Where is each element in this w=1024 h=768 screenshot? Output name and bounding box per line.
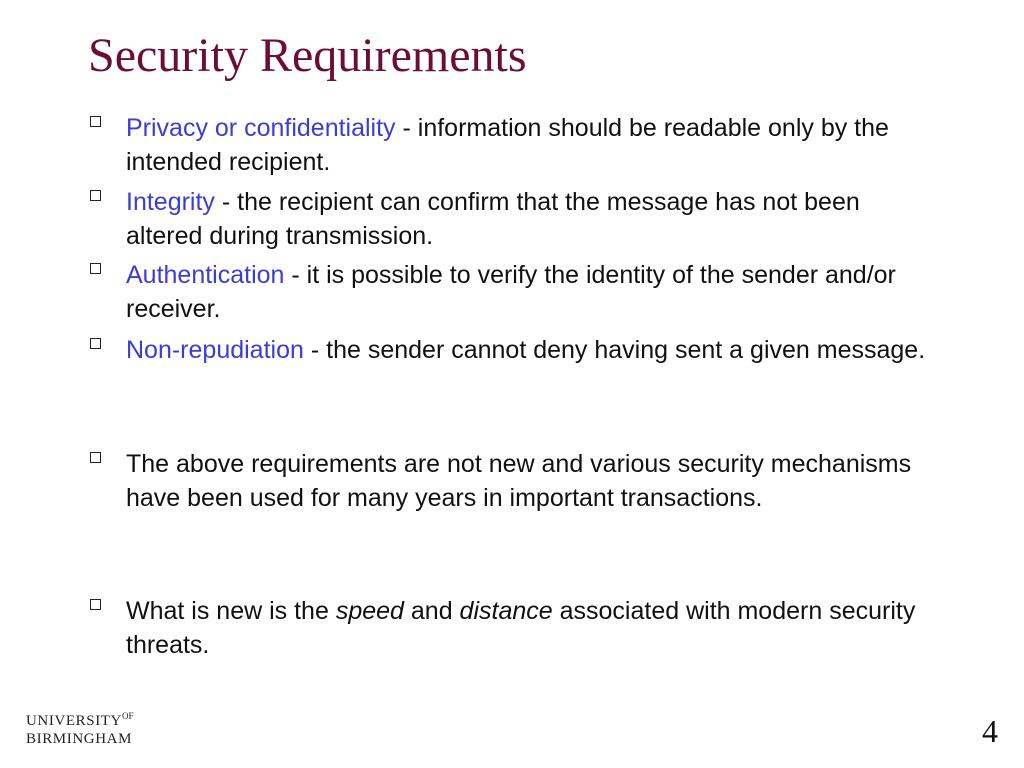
note-text-part1: What is new is the bbox=[126, 597, 336, 625]
bullet-text bbox=[126, 258, 930, 326]
square-bullet-icon bbox=[90, 452, 101, 463]
slide-title: Security Requirements bbox=[88, 29, 527, 82]
bullet-description: - the sender cannot deny having sent a given message. bbox=[303, 336, 926, 364]
bullet-term: Privacy or confidentiality bbox=[126, 114, 396, 142]
bullet-description: - it is possible to verify the identity of the sender and/or receiver. bbox=[126, 261, 896, 323]
bullet-note-requirements bbox=[90, 447, 930, 515]
bullet-term: Authentication bbox=[126, 261, 285, 289]
square-bullet-icon bbox=[90, 190, 101, 201]
square-bullet-icon bbox=[90, 599, 101, 610]
logo-line-1 bbox=[26, 707, 134, 730]
bullet-text bbox=[126, 594, 930, 662]
bullet-text bbox=[126, 111, 930, 179]
note-text-part3: associated with modern security threats. bbox=[126, 597, 916, 659]
bullet-privacy bbox=[90, 111, 930, 179]
bullet-description: - information should be readable only by the intended recipient. bbox=[126, 114, 889, 176]
bullet-description: - the recipient can confirm that the message has not been altered during transmission. bbox=[126, 188, 860, 250]
bullet-note-speed-distance bbox=[90, 594, 930, 662]
emphasis-speed: speed bbox=[335, 597, 404, 625]
square-bullet-icon bbox=[90, 116, 101, 127]
page-number: 4 bbox=[982, 713, 998, 749]
square-bullet-icon bbox=[90, 263, 101, 274]
bullet-term: Integrity bbox=[126, 188, 215, 216]
bullet-text: The above requirements are not new and various security mechanisms have been used for many years in important transactions. bbox=[126, 450, 912, 512]
bullet-term: Non-repudiation bbox=[126, 336, 304, 364]
note-text-part2: and bbox=[403, 597, 460, 625]
square-bullet-icon bbox=[90, 338, 101, 349]
bullet-integrity bbox=[90, 185, 930, 253]
logo-of: OF bbox=[122, 711, 134, 721]
bullet-text bbox=[126, 333, 930, 367]
emphasis-distance: distance bbox=[459, 597, 553, 625]
bullet-non-repudiation bbox=[90, 333, 930, 367]
logo-university: UNIVERSITY bbox=[26, 713, 122, 729]
bullet-text bbox=[126, 185, 930, 253]
logo-birmingham: BIRMINGHAM bbox=[26, 731, 133, 747]
university-logo bbox=[26, 707, 134, 748]
bullet-authentication bbox=[90, 258, 930, 326]
